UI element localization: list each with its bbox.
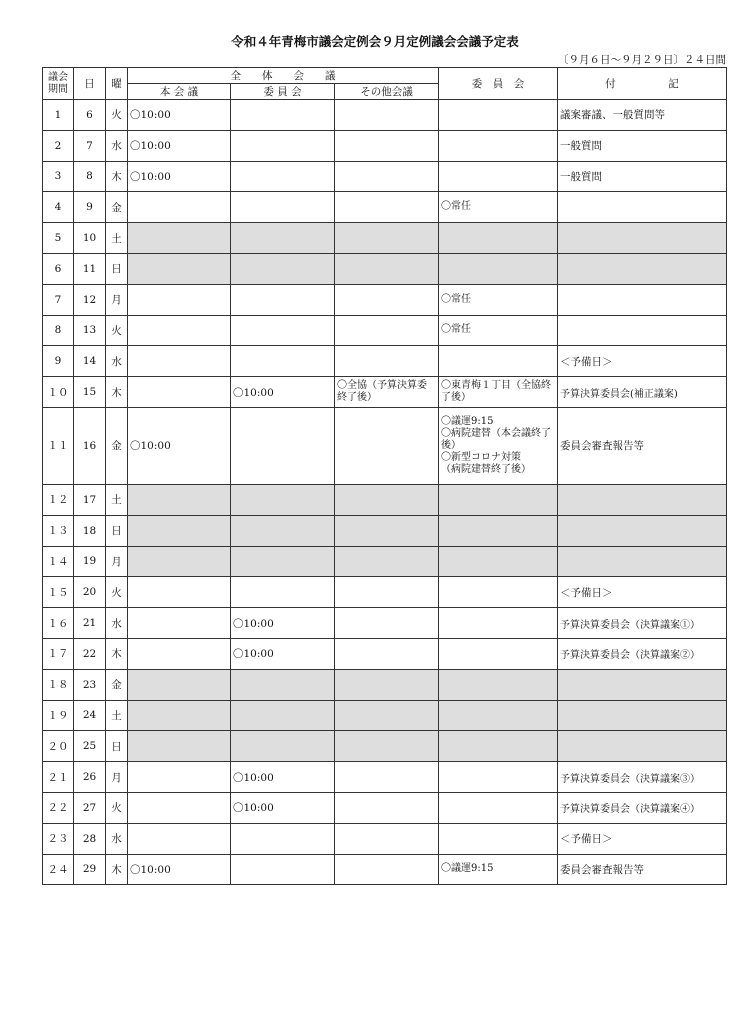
committee-cell [439,792,558,823]
committee-all-cell [231,100,335,131]
other-meeting-cell [335,669,439,700]
plenary-cell [128,700,231,731]
document-title: 令和４年青梅市議会定例会９月定例議会会議予定表 [231,34,519,49]
table-row [43,731,727,762]
plenary-cell [128,669,231,700]
committee-all-cell [231,700,335,731]
plenary-cell: 〇10:00 [128,130,231,161]
session-day-cell: １４ [43,546,74,577]
date-cell: 19 [74,546,106,577]
table-row [43,407,727,484]
committee-all-cell [231,161,335,192]
date-cell: 20 [74,577,106,608]
committee-all-cell [231,823,335,854]
weekday-cell: 水 [106,823,128,854]
plenary-cell [128,192,231,223]
session-day-cell: 1 [43,100,74,131]
notes-cell [558,515,727,546]
committee-all-cell [231,284,335,315]
weekday-cell: 月 [106,284,128,315]
session-day-cell: １５ [43,577,74,608]
session-day-cell: 2 [43,130,74,161]
committee-cell [439,823,558,854]
committee-cell [439,130,558,161]
weekday-cell: 土 [106,700,128,731]
date-cell: 8 [74,161,106,192]
committee-cell [439,608,558,639]
session-day-cell: 7 [43,284,74,315]
committee-all-cell [231,407,335,484]
plenary-cell [128,731,231,762]
header-session-period: 議会期間 [43,68,74,100]
plenary-cell [128,284,231,315]
notes-cell [558,253,727,284]
table-row [43,700,727,731]
date-cell: 18 [74,515,106,546]
plenary-cell: 〇10:00 [128,407,231,484]
table-row [43,577,727,608]
notes-cell: ＜予備日＞ [558,577,727,608]
plenary-cell [128,377,231,408]
session-day-cell: １０ [43,377,74,408]
committee-all-cell: 〇10:00 [231,762,335,793]
plenary-cell [128,346,231,377]
committee-all-cell: 〇10:00 [231,608,335,639]
notes-cell: 予算決算委員会(補正議案) [558,377,727,408]
session-day-cell: １７ [43,638,74,669]
other-meeting-cell [335,161,439,192]
other-meeting-cell [335,823,439,854]
session-day-cell: 5 [43,223,74,254]
session-day-cell: ２３ [43,823,74,854]
notes-cell [558,315,727,346]
committee-all-cell [231,515,335,546]
plenary-cell: 〇10:00 [128,100,231,131]
table-body [43,100,727,885]
plenary-cell [128,823,231,854]
weekday-cell: 日 [106,253,128,284]
date-cell: 17 [74,484,106,515]
committee-all-cell [231,577,335,608]
committee-all-cell: 〇10:00 [231,792,335,823]
weekday-cell: 金 [106,669,128,700]
committee-all-cell [231,315,335,346]
weekday-cell: 水 [106,608,128,639]
date-cell: 9 [74,192,106,223]
session-day-cell: １２ [43,484,74,515]
session-day-cell: １３ [43,515,74,546]
weekday-cell: 火 [106,792,128,823]
table-row [43,638,727,669]
header-weekday: 曜 [106,68,128,100]
committee-cell [439,731,558,762]
weekday-cell: 金 [106,407,128,484]
session-day-cell: 8 [43,315,74,346]
table-row [43,792,727,823]
session-period-range: 〔９月６日〜９月２９日〕２４日間 [558,54,726,66]
weekday-cell: 火 [106,577,128,608]
other-meeting-cell [335,577,439,608]
session-day-cell: 3 [43,161,74,192]
committee-all-cell [231,192,335,223]
table-header [43,68,727,100]
weekday-cell: 木 [106,161,128,192]
date-cell: 16 [74,407,106,484]
table-row [43,284,727,315]
other-meeting-cell [335,346,439,377]
date-cell: 28 [74,823,106,854]
session-day-cell: １９ [43,700,74,731]
table-row [43,346,727,377]
other-meeting-cell [335,792,439,823]
committee-cell [439,253,558,284]
table-row [43,854,727,885]
date-cell: 15 [74,377,106,408]
other-meeting-cell [335,407,439,484]
session-day-cell: １６ [43,608,74,639]
committee-cell: 〇常任 [439,192,558,223]
notes-cell: ＜予備日＞ [558,823,727,854]
notes-cell: 委員会審査報告等 [558,854,727,885]
other-meeting-cell [335,731,439,762]
plenary-cell [128,223,231,254]
date-cell: 22 [74,638,106,669]
committee-cell: 〇議運9:15 [439,854,558,885]
notes-cell: 一般質問 [558,161,727,192]
table-row [43,223,727,254]
date-cell: 26 [74,762,106,793]
notes-cell [558,192,727,223]
plenary-cell [128,762,231,793]
header-plenary-group: 全 体 会 議 [128,68,439,84]
plenary-cell: 〇10:00 [128,161,231,192]
committee-all-cell: 〇10:00 [231,377,335,408]
table-row [43,253,727,284]
plenary-cell [128,253,231,284]
weekday-cell: 水 [106,130,128,161]
other-meeting-cell [335,192,439,223]
notes-cell [558,546,727,577]
schedule-table [42,67,727,885]
plenary-cell [128,608,231,639]
notes-cell: 予算決算委員会（決算議案①） [558,608,727,639]
date-cell: 7 [74,130,106,161]
committee-cell [439,546,558,577]
weekday-cell: 水 [106,346,128,377]
committee-all-cell [231,669,335,700]
notes-cell: 予算決算委員会（決算議案④） [558,792,727,823]
committee-cell [439,223,558,254]
notes-cell [558,731,727,762]
session-day-cell: 4 [43,192,74,223]
committee-all-cell [231,346,335,377]
committee-all-cell [231,484,335,515]
notes-cell [558,284,727,315]
notes-cell: 予算決算委員会（決算議案②） [558,638,727,669]
committee-all-cell [231,223,335,254]
date-cell: 14 [74,346,106,377]
other-meeting-cell [335,700,439,731]
table-row [43,484,727,515]
weekday-cell: 土 [106,484,128,515]
committee-cell [439,762,558,793]
weekday-cell: 土 [106,223,128,254]
session-day-cell: １８ [43,669,74,700]
weekday-cell: 木 [106,638,128,669]
other-meeting-cell [335,100,439,131]
committee-cell [439,346,558,377]
date-cell: 29 [74,854,106,885]
committee-cell [439,100,558,131]
committee-cell: 〇常任 [439,315,558,346]
committee-all-cell [231,253,335,284]
session-day-cell: ２１ [43,762,74,793]
other-meeting-cell [335,253,439,284]
date-cell: 25 [74,731,106,762]
table-row [43,608,727,639]
other-meeting-cell [335,484,439,515]
committee-all-cell [231,546,335,577]
plenary-cell [128,515,231,546]
weekday-cell: 火 [106,100,128,131]
notes-cell: ＜予備日＞ [558,346,727,377]
table-row [43,100,727,131]
notes-cell: 一般質問 [558,130,727,161]
table-row [43,515,727,546]
other-meeting-cell [335,608,439,639]
table-row [43,823,727,854]
committee-cell [439,669,558,700]
plenary-cell [128,546,231,577]
date-cell: 24 [74,700,106,731]
committee-cell [439,161,558,192]
committee-cell [439,700,558,731]
other-meeting-cell [335,762,439,793]
session-day-cell: ２４ [43,854,74,885]
plenary-cell [128,577,231,608]
other-meeting-cell: 〇全協（予算決算委終了後） [335,377,439,408]
other-meeting-cell [335,130,439,161]
plenary-cell [128,315,231,346]
notes-cell: 議案審議、一般質問等 [558,100,727,131]
other-meeting-cell [335,638,439,669]
session-day-cell: ２２ [43,792,74,823]
weekday-cell: 金 [106,192,128,223]
date-cell: 27 [74,792,106,823]
other-meeting-cell [335,223,439,254]
header-notes: 付 記 [558,68,727,100]
committee-cell: 〇常任 [439,284,558,315]
date-cell: 11 [74,253,106,284]
header-committee-all: 委 員 会 [231,84,335,100]
committee-cell [439,638,558,669]
weekday-cell: 日 [106,515,128,546]
other-meeting-cell [335,515,439,546]
header-other-meeting: その他会議 [335,84,439,100]
table-row [43,546,727,577]
other-meeting-cell [335,315,439,346]
header-day: 日 [74,68,106,100]
committee-all-cell [231,130,335,161]
plenary-cell [128,484,231,515]
weekday-cell: 木 [106,854,128,885]
notes-cell [558,700,727,731]
weekday-cell: 日 [106,731,128,762]
weekday-cell: 月 [106,546,128,577]
plenary-cell [128,638,231,669]
table-row [43,762,727,793]
session-day-cell: １１ [43,407,74,484]
table-row [43,130,727,161]
session-day-cell: 9 [43,346,74,377]
notes-cell [558,484,727,515]
header-committee: 委 員 会 [439,68,558,100]
date-cell: 23 [74,669,106,700]
committee-cell: 〇東青梅１丁目（全協終了後） [439,377,558,408]
date-cell: 21 [74,608,106,639]
date-cell: 12 [74,284,106,315]
date-cell: 6 [74,100,106,131]
date-cell: 10 [74,223,106,254]
committee-cell [439,577,558,608]
other-meeting-cell [335,854,439,885]
table-row [43,192,727,223]
notes-cell [558,669,727,700]
notes-cell: 予算決算委員会（決算議案③） [558,762,727,793]
date-cell: 13 [74,315,106,346]
table-row [43,377,727,408]
committee-all-cell [231,854,335,885]
notes-cell [558,223,727,254]
session-day-cell: 6 [43,253,74,284]
notes-cell: 委員会審査報告等 [558,407,727,484]
committee-cell: 〇議運9:15 〇病院建替（本会議終了後） 〇新型コロナ対策 （病院建替終了後） [439,407,558,484]
weekday-cell: 月 [106,762,128,793]
plenary-cell [128,792,231,823]
header-plenary: 本 会 議 [128,84,231,100]
other-meeting-cell [335,546,439,577]
table-row [43,669,727,700]
table-row [43,161,727,192]
committee-all-cell: 〇10:00 [231,638,335,669]
plenary-cell: 〇10:00 [128,854,231,885]
committee-cell [439,484,558,515]
other-meeting-cell [335,284,439,315]
committee-cell [439,515,558,546]
weekday-cell: 火 [106,315,128,346]
weekday-cell: 木 [106,377,128,408]
committee-all-cell [231,731,335,762]
session-day-cell: ２０ [43,731,74,762]
table-row [43,315,727,346]
